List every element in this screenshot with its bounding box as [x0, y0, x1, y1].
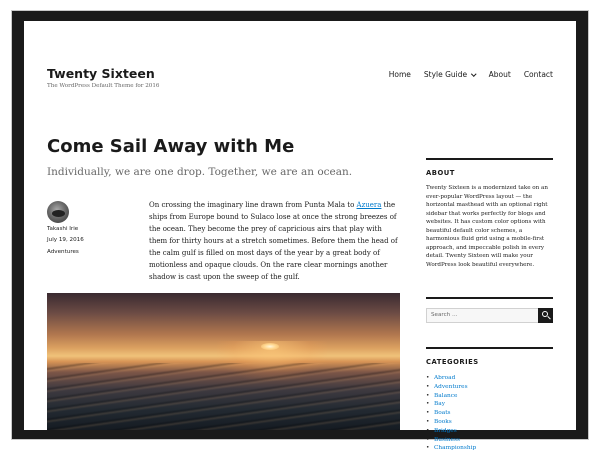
list-item[interactable] [426, 383, 476, 392]
nav-item-style-guide[interactable] [424, 70, 476, 79]
post-body [149, 199, 401, 283]
category-link-championship[interactable]: Championship [434, 445, 477, 452]
site-title[interactable]: Twenty Sixteen [47, 66, 155, 81]
widget-divider [426, 297, 553, 299]
widget-divider [426, 158, 553, 160]
site-description: The WordPress Default Theme for 2016 [47, 83, 160, 89]
list-item[interactable] [426, 436, 476, 445]
page-content [24, 21, 576, 452]
category-link-business[interactable]: Business [434, 436, 460, 443]
post-body-text-1: On crossing the imaginary line drawn from Punta Mala to [149, 201, 357, 209]
post-body-text-2: the ships from Europe bound to Sulaco lose at once the strong breezes of the ocean. They become the prey of capricious airs that play with them for thirty hours at a stretch sometimes. Before them the head of the calm gulf is filled on most days of the year by a great body of motionless and opaque clouds. On the rare clear mornings another shadow is cast upon the sweep of the gulf. [149, 201, 398, 281]
list-item[interactable] [426, 374, 476, 383]
widget-divider [426, 347, 553, 349]
about-widget-text: Twenty Sixteen is a modernized take on an ever-popular WordPress layout — the horizontal masthead with an optional right sidebar that works perfectly for blogs and websites. It has custom color options with beautiful default color schemes, a harmonious fluid grid using a mobile-first approach, and impeccable polish in every detail. Twenty Sixteen will make your WordPress look beautiful everywhere. [426, 185, 548, 268]
search-icon-handle [547, 316, 550, 319]
category-link-balance[interactable]: Balance [434, 392, 458, 399]
post-date[interactable]: July 19, 2016 [47, 237, 84, 243]
list-item[interactable] [426, 400, 476, 409]
category-link-books[interactable]: Books [434, 418, 452, 425]
category-link-abroad[interactable]: Abroad [434, 375, 456, 381]
ocean-waves [47, 363, 400, 430]
sun [261, 343, 279, 350]
author-avatar[interactable] [47, 201, 69, 223]
nav-item-about[interactable]: About [488, 70, 511, 79]
list-item[interactable] [426, 444, 476, 453]
list-item[interactable] [426, 409, 476, 418]
main-navigation [389, 70, 553, 79]
post-title[interactable]: Come Sail Away with Me [47, 136, 295, 157]
categories-list [426, 374, 476, 453]
post-category[interactable]: Adventures [47, 249, 79, 255]
nav-item-style-guide-label: Style Guide [423, 70, 468, 79]
about-widget-title: ABOUT [426, 169, 455, 177]
azuera-link[interactable]: Azuera [356, 201, 382, 209]
nav-item-contact[interactable]: Contact [523, 70, 553, 79]
nav-item-home[interactable]: Home [388, 70, 411, 79]
list-item[interactable] [426, 427, 476, 436]
list-item[interactable] [426, 418, 476, 427]
search-input[interactable]: Search … [426, 308, 538, 323]
category-link-adventures[interactable]: Adventures [434, 383, 468, 390]
chevron-down-icon [471, 71, 476, 76]
post-author[interactable]: Takashi Irie [47, 226, 79, 232]
post-excerpt: Individually, we are one drop. Together, we are an ocean. [47, 166, 353, 178]
categories-widget-title: CATEGORIES [426, 358, 479, 366]
category-link-boats[interactable]: Boats [434, 410, 451, 417]
search-button[interactable] [538, 308, 553, 323]
category-link-bridges[interactable]: Bridges [434, 427, 457, 434]
category-link-bay[interactable]: Bay [434, 401, 445, 408]
list-item[interactable] [426, 392, 476, 401]
featured-image-sunset-ocean[interactable] [47, 293, 400, 430]
